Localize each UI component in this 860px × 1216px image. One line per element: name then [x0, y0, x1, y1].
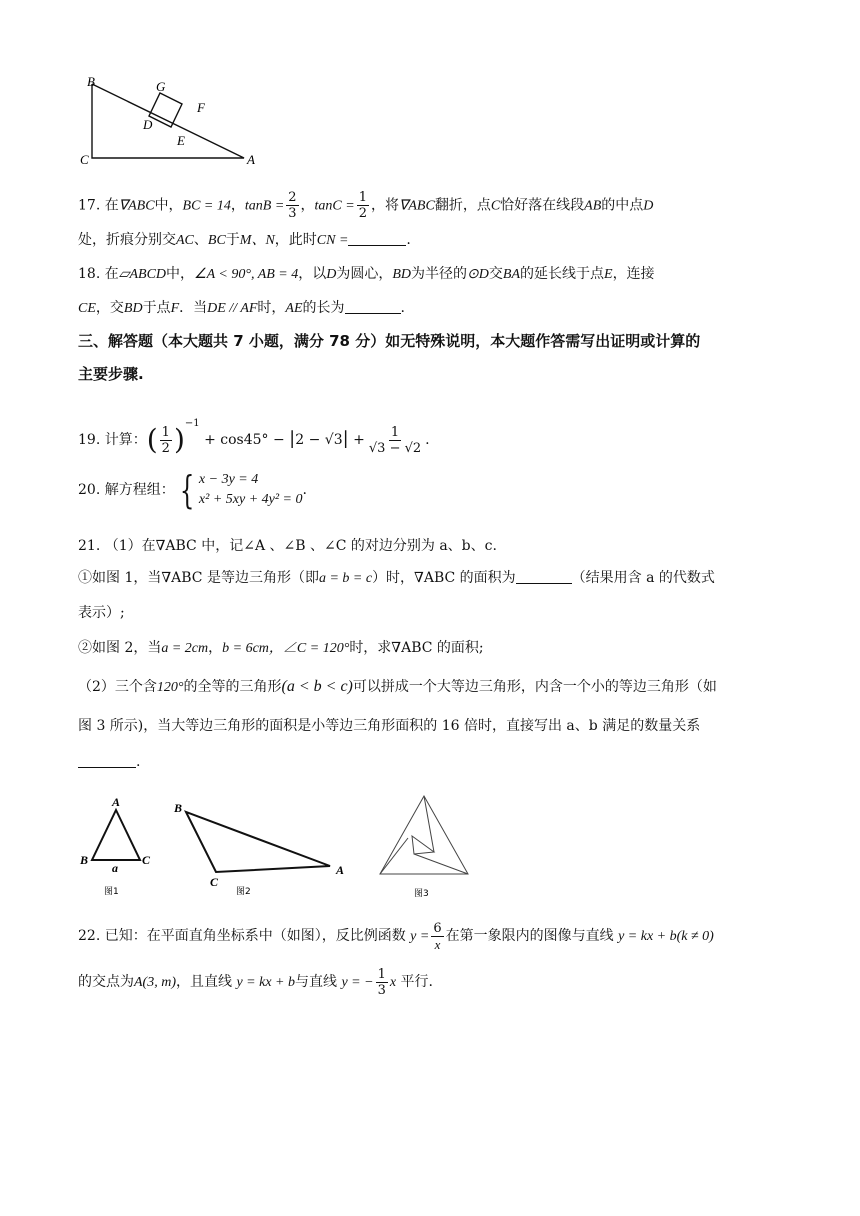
question-22-line-2: 的交点为A(3, m)，且直线 y = kx + b与直线 y = − $\frac{1}{3}$ x 平行.	[78, 966, 433, 998]
answer-blank	[348, 231, 406, 246]
question-21-part-2-cont: 图 3 所示)，当大等边三角形的面积是小等边三角形面积的 16 倍时，直接写出 a、b 满足的数量关系	[78, 718, 701, 734]
question-21-item-1-cont: 表示）;	[78, 605, 125, 621]
label-G: G	[156, 79, 166, 94]
figure-right-triangle-with-square	[76, 72, 266, 168]
question-21-item-2: ②如图 2，当a = 2cm，b = 6cm，∠C = 120°时，求∇ABC 的面积;	[78, 640, 484, 656]
fraction-6-over-x: $\frac{6}{x}$	[433, 920, 442, 952]
section-heading-cont: 主要步骤.	[78, 365, 144, 383]
label-C: C	[80, 152, 89, 167]
label-C: C	[142, 853, 151, 867]
question-18-line-2: CE，交BD于点F．当DE // AF时，AE的长为 .	[78, 300, 405, 316]
label-E: E	[177, 133, 185, 148]
question-19: 19. 计算：( $\frac{1}{2}$ )$^{-1}$ + cos45° − |2 − √3| + $\frac{1}{√3 - √2}$ .	[78, 418, 430, 456]
label-B: B	[174, 801, 183, 815]
question-17-line-1: 17. 在∇ABC中，BC = 14，tanB = $\frac{2}{3}$ ，tanC = $\frac{1}{2}$ ，将∇ABC翻折，点C恰好落在线段AB的中点D	[78, 190, 654, 221]
label-a: a	[112, 861, 118, 875]
label-C: C	[210, 875, 219, 889]
answer-blank	[345, 299, 401, 314]
figure-2-caption: 图2	[236, 887, 251, 897]
label-A: A	[112, 795, 121, 809]
fraction-tanC: $\frac{1}{2}$	[358, 190, 368, 221]
question-21-item-1: ①如图 1，当∇ABC 是等边三角形（即a = b = c）时，∇ABC 的面积为 （结果用含 a 的代数式	[78, 570, 715, 586]
question-22-line-1: 22. 已知：在平面直角坐标系中（如图），反比例函数 y = $\frac{6}{x}$ 在第一象限内的图像与直线 y = kx + b(k ≠ 0)	[78, 920, 714, 952]
figure-2-obtuse-triangle	[170, 796, 356, 900]
fraction-tanB: $\frac{2}{3}$	[288, 190, 297, 221]
label-F: F	[197, 100, 205, 115]
question-20: 20. 解方程组： { x − 3y = 4 x² + 5xy + 4y² = 0 .	[78, 468, 307, 512]
label-D: D	[143, 117, 153, 132]
fraction-one-third: $\frac{1}{3}$	[377, 966, 386, 998]
figure-1-equilateral-triangle	[76, 792, 160, 900]
label-A: A	[247, 152, 255, 167]
answer-blank	[78, 753, 136, 768]
question-18-line-1: 18. 在▱ABCD中，∠A < 90°, AB = 4，以D为圆心，BD为半径的⊙D交BA的延长线于点E，连接	[78, 266, 655, 282]
figure-3-caption: 图3	[414, 889, 429, 899]
question-21-part-2: （2）三个含120°的全等的三角形(a < b < c)可以拼成一个大等边三角形，内含一个小的等边三角形（如	[78, 678, 717, 695]
label-B: B	[87, 74, 95, 89]
label-A: A	[336, 863, 345, 877]
question-17-line-2: 处，折痕分别交AC、BC于M、N，此时CN = .	[78, 232, 411, 248]
figure-3-nested-triangles	[374, 790, 474, 902]
section-heading: 三、解答题（本大题共 7 小题，满分 78 分）如无特殊说明，本大题作答需写出证明或计算的	[78, 332, 701, 350]
question-21-part-1: 21. （1）在∇ABC 中，记∠A 、∠B 、∠C 的对边分别为 a、b、c.	[78, 538, 497, 554]
answer-blank	[516, 569, 572, 584]
question-21-answer: .	[78, 752, 140, 772]
label-B: B	[80, 853, 89, 867]
figure-1-caption: 图1	[104, 887, 119, 897]
